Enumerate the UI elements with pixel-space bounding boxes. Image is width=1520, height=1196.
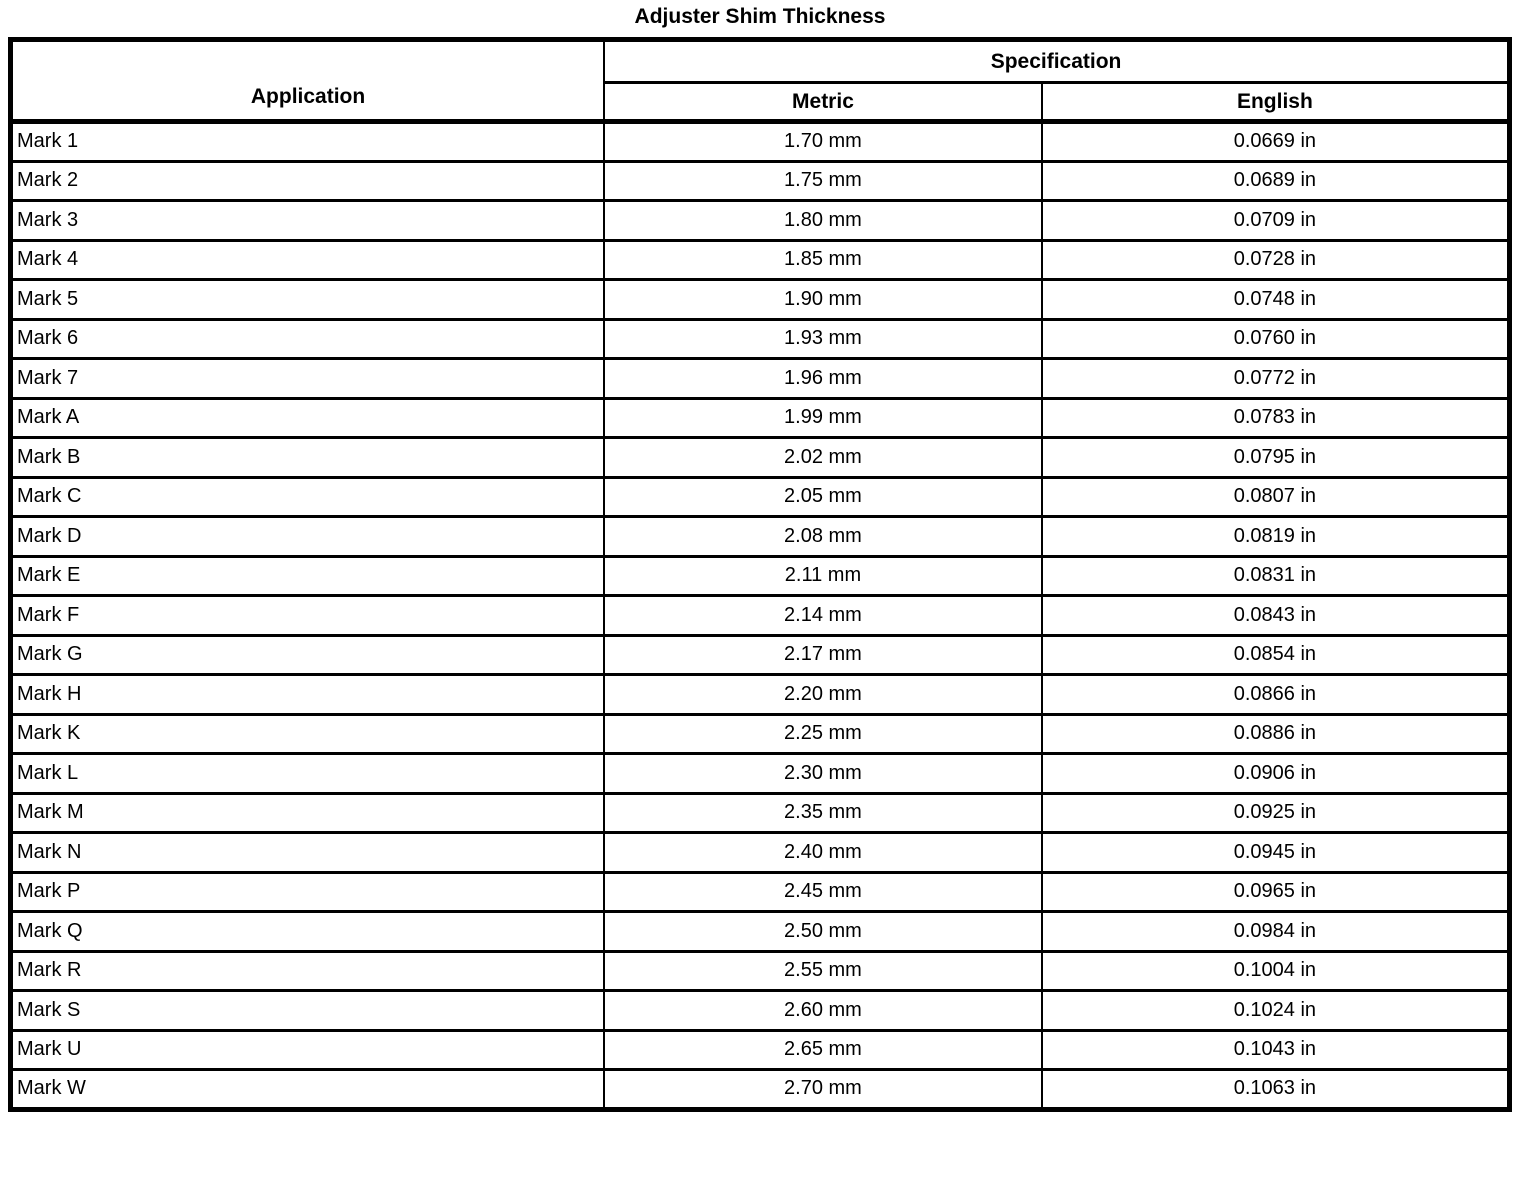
application-cell: Mark B — [11, 438, 605, 478]
application-cell: Mark M — [11, 793, 605, 833]
metric-cell: 2.70 mm — [604, 1070, 1042, 1110]
metric-cell: 2.45 mm — [604, 872, 1042, 912]
table-row — [11, 1030, 1510, 1070]
english-cell: 0.0819 in — [1042, 517, 1510, 557]
metric-cell: 1.99 mm — [604, 398, 1042, 438]
application-cell: Mark U — [11, 1030, 605, 1070]
application-cell: Mark 5 — [11, 280, 605, 320]
table-row — [11, 596, 1510, 636]
shim-thickness-table — [8, 37, 1512, 1112]
application-cell: Mark 1 — [11, 122, 605, 162]
metric-cell: 1.93 mm — [604, 319, 1042, 359]
application-cell: Mark L — [11, 754, 605, 794]
table-row — [11, 872, 1510, 912]
english-cell: 0.0866 in — [1042, 675, 1510, 715]
application-cell: Mark A — [11, 398, 605, 438]
english-cell: 0.0807 in — [1042, 477, 1510, 517]
english-cell: 0.0728 in — [1042, 240, 1510, 280]
application-cell: Mark H — [11, 675, 605, 715]
metric-cell: 2.30 mm — [604, 754, 1042, 794]
metric-cell: 2.40 mm — [604, 833, 1042, 873]
table-row — [11, 438, 1510, 478]
table-header — [11, 40, 1510, 122]
english-cell: 0.0854 in — [1042, 635, 1510, 675]
application-cell: Mark R — [11, 951, 605, 991]
table-row — [11, 398, 1510, 438]
table-row — [11, 714, 1510, 754]
english-cell: 0.1004 in — [1042, 951, 1510, 991]
metric-cell: 2.35 mm — [604, 793, 1042, 833]
metric-cell: 1.75 mm — [604, 161, 1042, 201]
application-cell: Mark W — [11, 1070, 605, 1110]
table-row — [11, 912, 1510, 952]
table-row — [11, 833, 1510, 873]
metric-cell: 2.11 mm — [604, 556, 1042, 596]
table-row — [11, 991, 1510, 1031]
english-cell: 0.0886 in — [1042, 714, 1510, 754]
metric-cell: 1.96 mm — [604, 359, 1042, 399]
table-row — [11, 122, 1510, 162]
application-cell: Mark 3 — [11, 201, 605, 241]
english-cell: 0.0748 in — [1042, 280, 1510, 320]
metric-cell: 2.60 mm — [604, 991, 1042, 1031]
table-row — [11, 754, 1510, 794]
metric-cell: 2.14 mm — [604, 596, 1042, 636]
column-header-application: Application — [11, 40, 605, 122]
table-body — [11, 122, 1510, 1110]
english-cell: 0.0843 in — [1042, 596, 1510, 636]
english-cell: 0.0760 in — [1042, 319, 1510, 359]
application-cell: Mark N — [11, 833, 605, 873]
metric-cell: 2.20 mm — [604, 675, 1042, 715]
english-cell: 0.0906 in — [1042, 754, 1510, 794]
english-cell: 0.0831 in — [1042, 556, 1510, 596]
table-row — [11, 477, 1510, 517]
metric-cell: 2.05 mm — [604, 477, 1042, 517]
application-cell: Mark C — [11, 477, 605, 517]
application-cell: Mark F — [11, 596, 605, 636]
application-cell: Mark E — [11, 556, 605, 596]
table-row — [11, 201, 1510, 241]
metric-cell: 2.50 mm — [604, 912, 1042, 952]
application-cell: Mark 6 — [11, 319, 605, 359]
metric-cell: 2.02 mm — [604, 438, 1042, 478]
application-cell: Mark 4 — [11, 240, 605, 280]
english-cell: 0.1043 in — [1042, 1030, 1510, 1070]
application-cell: Mark G — [11, 635, 605, 675]
english-cell: 0.0965 in — [1042, 872, 1510, 912]
column-header-english: English — [1042, 83, 1510, 122]
table-row — [11, 161, 1510, 201]
metric-cell: 2.25 mm — [604, 714, 1042, 754]
english-cell: 0.0669 in — [1042, 122, 1510, 162]
english-cell: 0.1024 in — [1042, 991, 1510, 1031]
application-cell: Mark P — [11, 872, 605, 912]
page-title: Adjuster Shim Thickness — [634, 5, 886, 28]
metric-cell: 1.85 mm — [604, 240, 1042, 280]
table-row — [11, 556, 1510, 596]
english-cell: 0.1063 in — [1042, 1070, 1510, 1110]
application-cell: Mark 2 — [11, 161, 605, 201]
metric-cell: 1.90 mm — [604, 280, 1042, 320]
english-cell: 0.0689 in — [1042, 161, 1510, 201]
application-cell: Mark K — [11, 714, 605, 754]
metric-cell: 2.17 mm — [604, 635, 1042, 675]
table-row — [11, 635, 1510, 675]
column-header-metric: Metric — [604, 83, 1042, 122]
english-cell: 0.0772 in — [1042, 359, 1510, 399]
table-row — [11, 1070, 1510, 1110]
application-cell: Mark D — [11, 517, 605, 557]
metric-cell: 2.65 mm — [604, 1030, 1042, 1070]
table-row — [11, 675, 1510, 715]
table-row — [11, 793, 1510, 833]
english-cell: 0.0984 in — [1042, 912, 1510, 952]
metric-cell: 1.70 mm — [604, 122, 1042, 162]
english-cell: 0.0925 in — [1042, 793, 1510, 833]
column-header-specification: Specification — [604, 40, 1509, 83]
table-row — [11, 359, 1510, 399]
english-cell: 0.0709 in — [1042, 201, 1510, 241]
table-row — [11, 280, 1510, 320]
application-cell: Mark Q — [11, 912, 605, 952]
table-row — [11, 951, 1510, 991]
english-cell: 0.0783 in — [1042, 398, 1510, 438]
table-row — [11, 240, 1510, 280]
english-cell: 0.0795 in — [1042, 438, 1510, 478]
table-row — [11, 319, 1510, 359]
table-row — [11, 517, 1510, 557]
english-cell: 0.0945 in — [1042, 833, 1510, 873]
metric-cell: 1.80 mm — [604, 201, 1042, 241]
metric-cell: 2.08 mm — [604, 517, 1042, 557]
application-cell: Mark 7 — [11, 359, 605, 399]
metric-cell: 2.55 mm — [604, 951, 1042, 991]
application-cell: Mark S — [11, 991, 605, 1031]
